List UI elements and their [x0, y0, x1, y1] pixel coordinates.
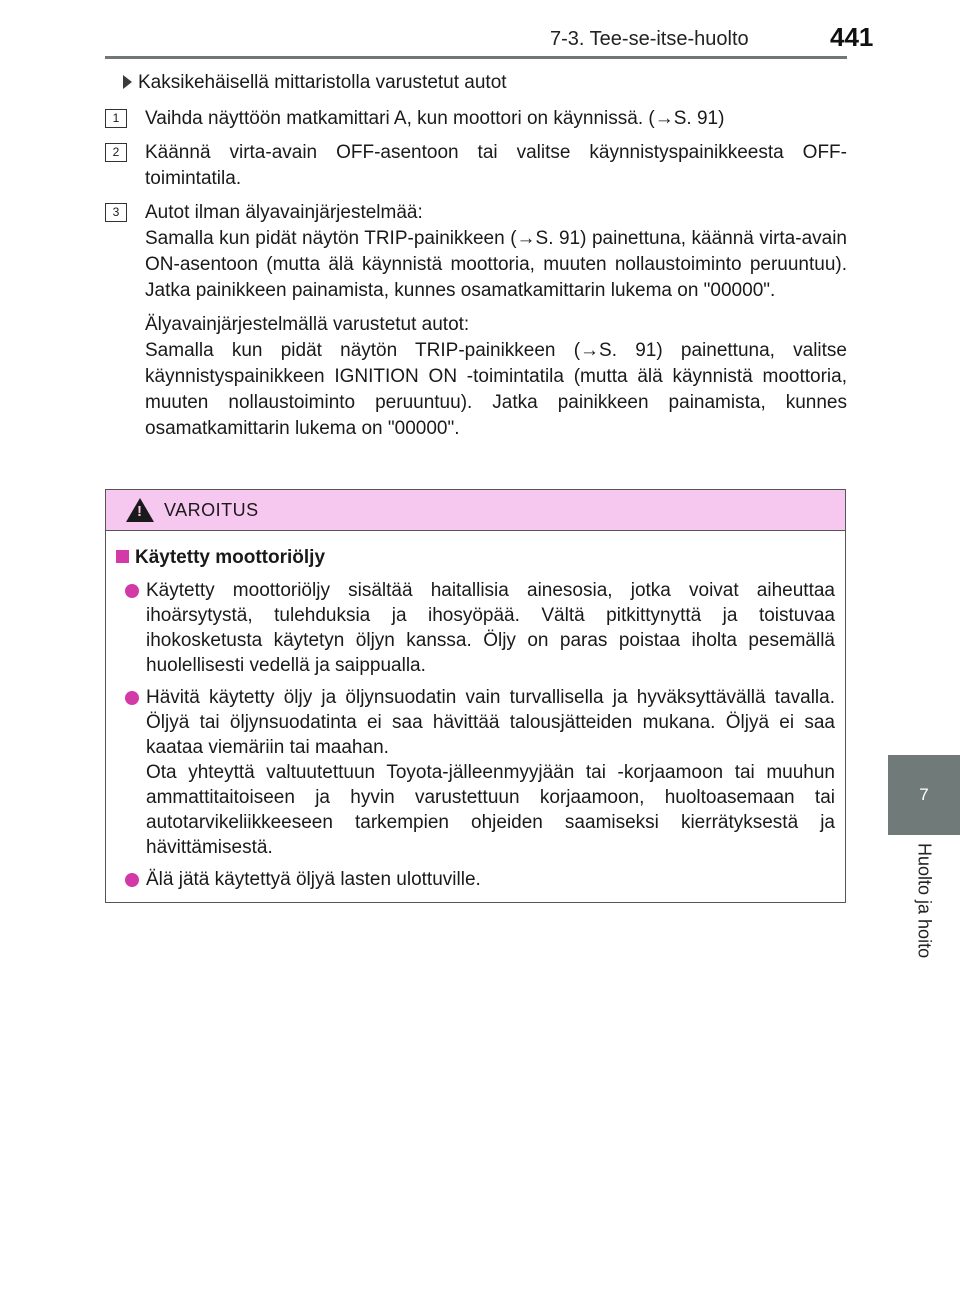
- step-text: Älyavainjärjestelmällä varustetut autot: Samalla kun pidät näytön TRIP-painikkeen (→S. 91) painettuna, valitse käynnistyspainikkeen IGNITION ON -toimintatila (mutta älä käynnistä moottoria, muuten nollaustoiminto peruuntuu). Jatka painikkeen painamista, kunnes osamatkamittarin lukema on "00000".: [145, 314, 847, 439]
- round-bullet-icon: [125, 691, 139, 705]
- vehicle-type-text: Kaksikehäisellä mittaristolla varustetut autot: [138, 72, 507, 93]
- warning-title: VAROITUS: [164, 500, 259, 520]
- warning-bullet: Älä jätä käytettyä öljyä lasten ulottuville.: [116, 867, 835, 892]
- warning-heading: Käytetty moottoriöljy: [116, 545, 835, 571]
- square-bullet-icon: [116, 550, 129, 563]
- step-1: [105, 106, 847, 132]
- round-bullet-icon: [125, 873, 139, 887]
- step-number-box: 1: [105, 109, 127, 128]
- step-number-box: 3: [105, 203, 127, 222]
- step-text: Autot ilman älyavainjärjestelmää: Samalla kun pidät näytön TRIP-painikkeen (→S. 91) painettuna, käännä virta-avain ON-asentoon (mutta älä käynnistä moottoria, muuten nollaustoiminto peruuntuu). Jatka painikkeen painamista, kunnes osamatkamittarin lukema on "00000".: [145, 202, 847, 301]
- step-2: [105, 140, 847, 192]
- step-text: Käännä virta-avain OFF-asentoon tai valitse käynnistyspainikkeesta OFF-toimintatila.: [145, 142, 847, 189]
- header-rule: [105, 56, 847, 59]
- warning-box: [105, 489, 846, 903]
- round-bullet-icon: [125, 584, 139, 598]
- main-content: [105, 70, 847, 442]
- header-section-title: 7-3. Tee-se-itse-huolto: [550, 28, 749, 50]
- page-number: 441: [830, 22, 874, 52]
- warning-bullet: Hävitä käytetty öljy ja öljynsuodatin vain turvallisella ja hyväksyttävällä tavalla. Öljyä tai öljynsuodatinta ei saa hävittää talousjätteiden mukana. Öljyä ei saa kaataa viemäriin tai maahan. Ota yhteyttä valtuutettuun Toyota-jälleenmyyjään tai -korjaamoon tai muuhun ammattitaitoiseen ja hyvin varustettuun korjaamoon, huoltoasemaan tai autotarvikeliikkeeseen tarkempien ohjeiden saamiseksi kierrätyksestä ja hävittämisestä.: [116, 685, 835, 860]
- chapter-tab-label-box: [888, 835, 960, 980]
- warning-triangle-icon: [126, 498, 154, 522]
- triangle-bullet-icon: [123, 75, 132, 89]
- step-number-box: 2: [105, 143, 127, 162]
- chapter-tab-label: Huolto ja hoito: [914, 843, 935, 959]
- chapter-tab-number: 7: [888, 755, 960, 835]
- warning-body: [106, 531, 845, 892]
- vehicle-type-line: [123, 70, 847, 98]
- warning-header: [106, 490, 845, 531]
- step-3: [105, 200, 847, 442]
- warning-bullet: Käytetty moottoriöljy sisältää haitallisia ainesosia, jotka voivat aiheuttaa ihoärsytystä, tulehduksia ja ihosyöpää. Vältä pitkittynyttä ja toistuvaa ihokosketusta käytetyn öljyn kanssa. Öljy on paras poistaa iholta pesemällä huolellisesti vedellä ja saippualla.: [116, 578, 835, 678]
- step-text: Vaihda näyttöön matkamittari A, kun moottori on käynnissä. (→S. 91): [145, 108, 725, 129]
